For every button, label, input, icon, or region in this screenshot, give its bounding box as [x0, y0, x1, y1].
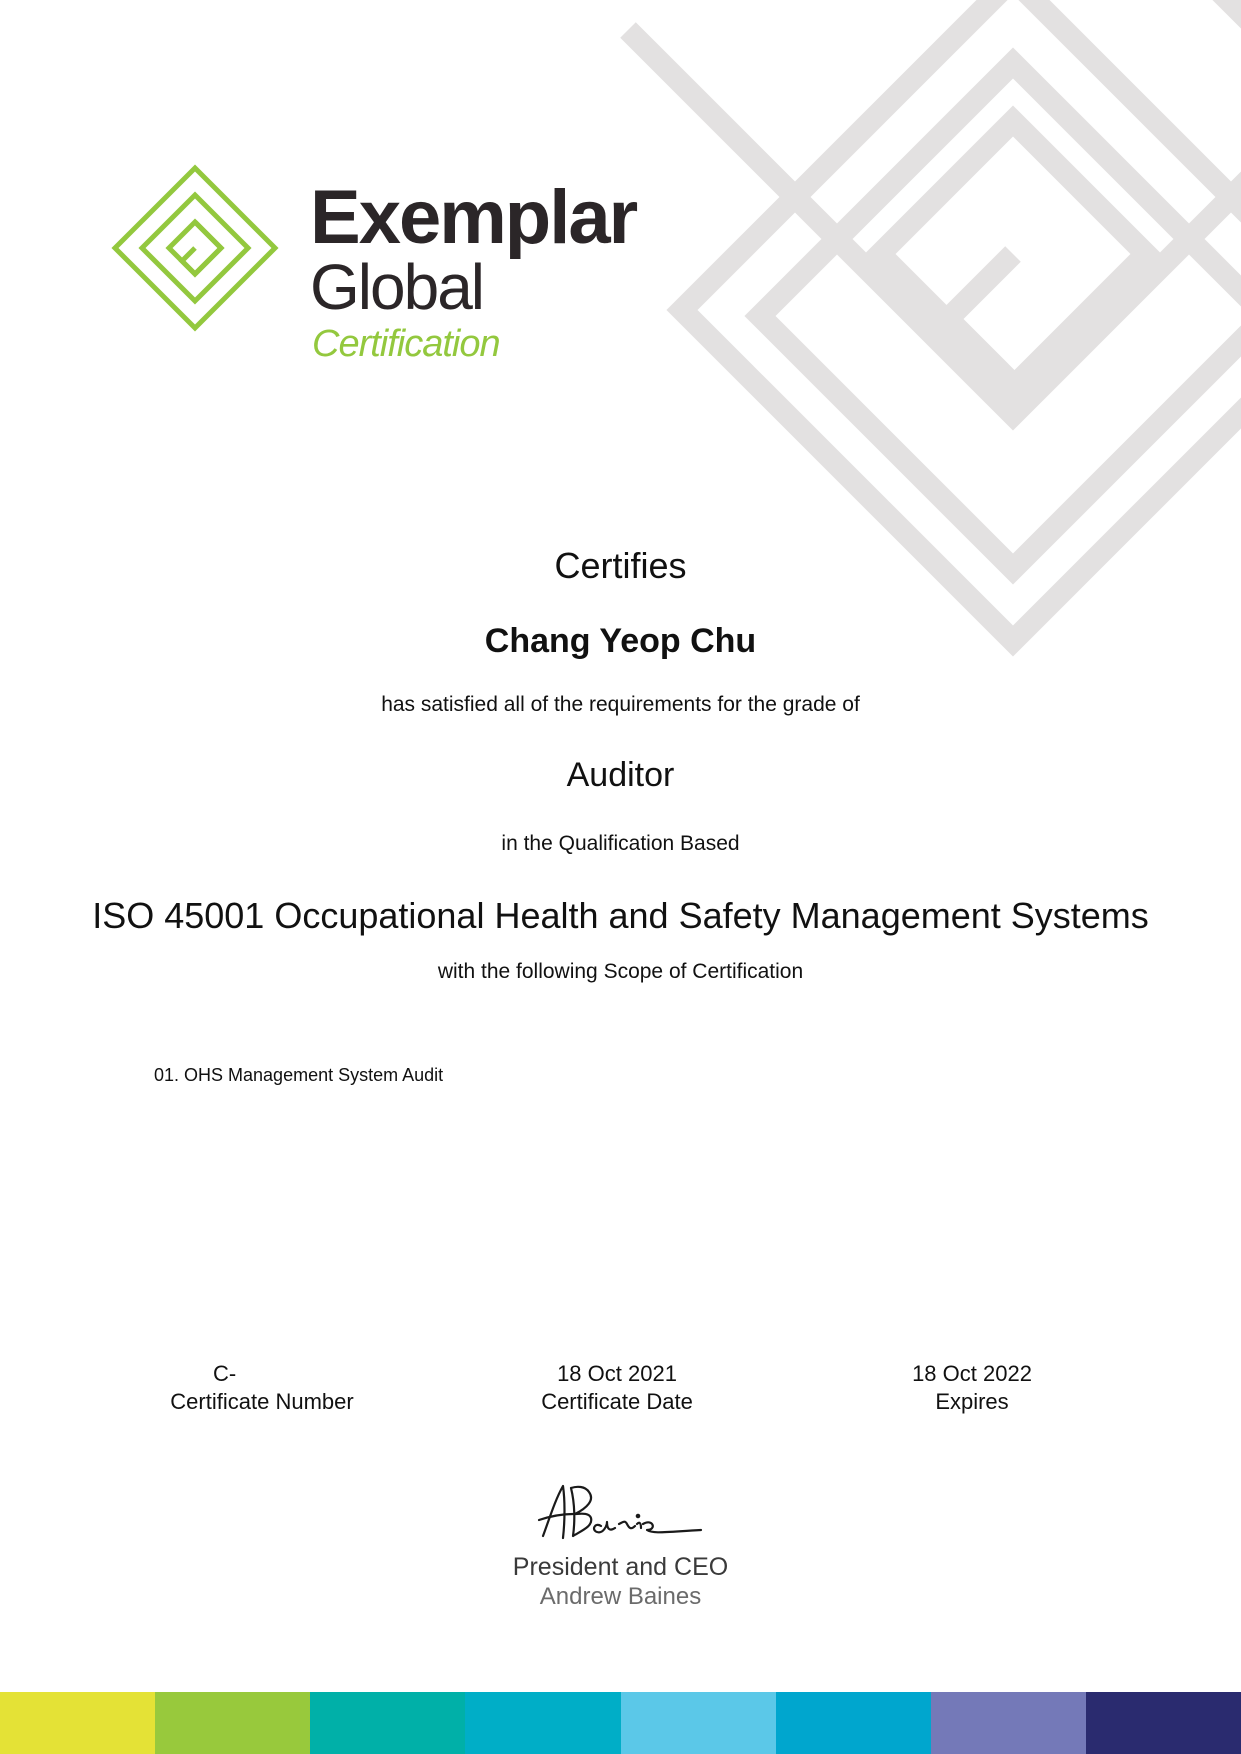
- scope-label: with the following Scope of Certification: [437, 960, 804, 983]
- color-segment: [1086, 1692, 1241, 1754]
- certificate-date-block: [467, 1360, 767, 1416]
- brand-name-exemplar: Exemplar: [310, 175, 637, 260]
- expiry-label: Expires: [935, 1389, 1009, 1414]
- holder-name: Chang Yeop Chu: [484, 622, 757, 660]
- signatory-title: President and CEO: [512, 1553, 729, 1581]
- expiry-value: 18 Oct 2022: [912, 1361, 1032, 1386]
- color-segment: [621, 1692, 776, 1754]
- color-segment: [465, 1692, 620, 1754]
- grade: Auditor: [566, 756, 675, 794]
- qualification-text: in the Qualification Based: [501, 832, 740, 855]
- requirement-text: has satisfied all of the requirements for the grade of: [381, 693, 860, 716]
- scope-item: 01. OHS Management System Audit: [154, 1065, 444, 1085]
- certifies-heading: Certifies: [554, 545, 687, 586]
- certificate-number-value: C-: [213, 1361, 237, 1386]
- certificate-number-label: Certificate Number: [170, 1389, 354, 1414]
- color-segment: [931, 1692, 1086, 1754]
- brand-name-global: Global: [310, 251, 483, 323]
- signature-image: [535, 1478, 715, 1548]
- certificate-date-value: 18 Oct 2021: [557, 1361, 677, 1386]
- standard-title: ISO 45001 Occupational Health and Safety Management Systems: [92, 895, 1149, 936]
- certificate-date-label: Certificate Date: [541, 1389, 693, 1414]
- color-segment: [155, 1692, 310, 1754]
- color-segment: [0, 1692, 155, 1754]
- exemplar-global-logo-icon: [110, 160, 280, 340]
- signatory-name: Andrew Baines: [539, 1583, 702, 1610]
- background-pattern: [600, 0, 1241, 700]
- color-bar: [0, 1692, 1241, 1754]
- certificate-number-block: [112, 1360, 412, 1416]
- color-segment: [776, 1692, 931, 1754]
- brand-tagline: Certification: [312, 323, 500, 365]
- expiry-block: [822, 1360, 1122, 1416]
- color-segment: [310, 1692, 465, 1754]
